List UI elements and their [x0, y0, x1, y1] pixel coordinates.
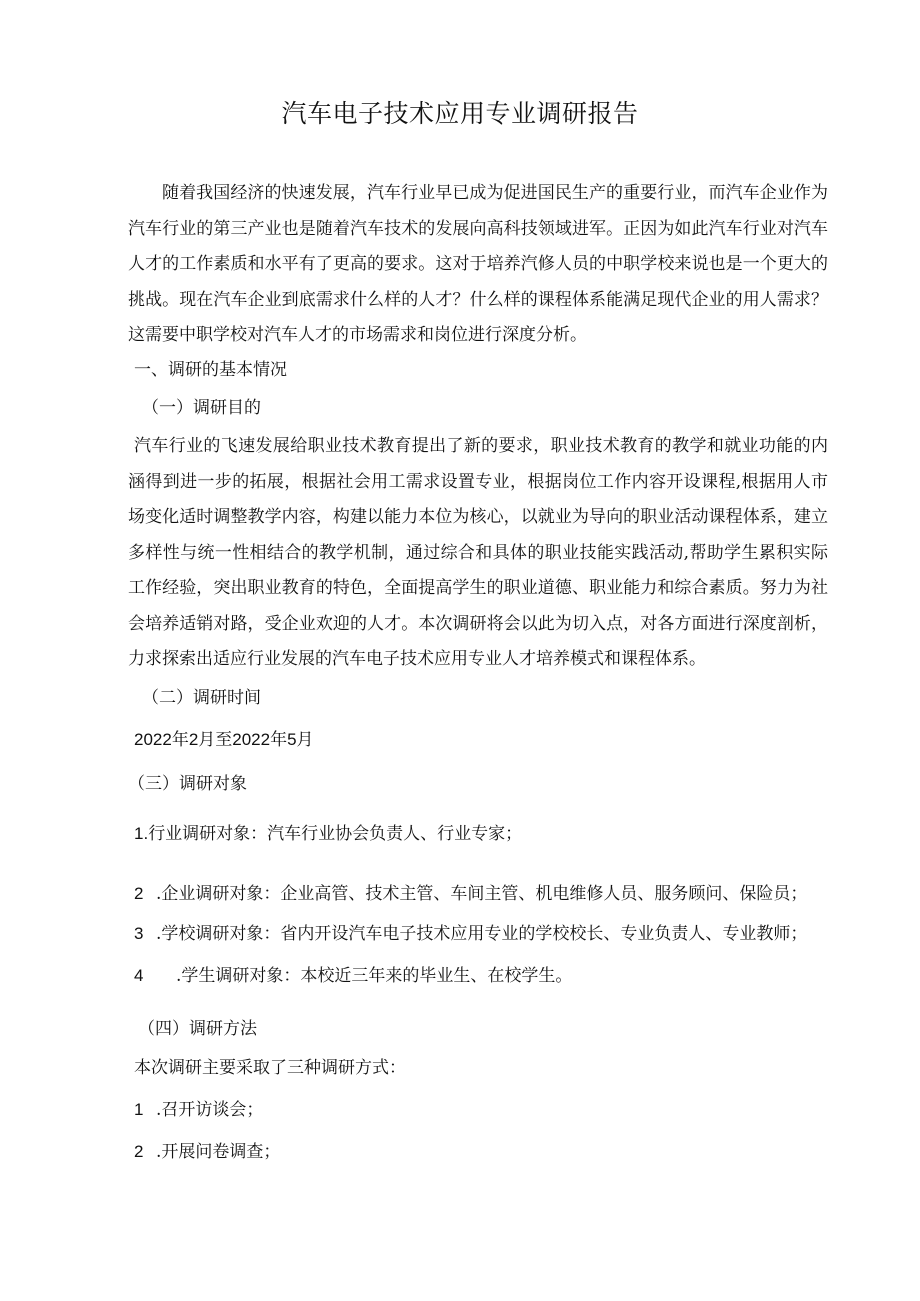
method-text: .召开访谈会； — [156, 1100, 264, 1120]
section1-heading: 一、调研的基本情况 — [134, 360, 287, 380]
sub3-heading: （三）调研对象 — [128, 774, 247, 794]
intro-paragraph: 随着我国经济的快速发展，汽车行业早已成为促进国民生产的重要行业，而汽车企业作为汽车行业的第三产业也是随着汽车技术的发展向高科技领域进军。正因为如此汽车行业对汽车人才的工作素质和水平有了更高的要求。这对于培养汽修人员的中职学校来说也是一个更大的挑战。现在汽车企业到底需求什么样的人才？什么样的课程体系能满足现代企业的用人需求？这需要中职学校对汽车人才的市场需求和岗位进行深度分析。 — [128, 183, 828, 345]
target-number: 3 — [134, 924, 144, 943]
target-text: .学校调研对象：省内开设汽车电子技术应用专业的学校校长、专业负责人、专业教师； — [156, 924, 808, 944]
target-text: .学生调研对象：本校近三年来的毕业生、在校学生。 — [176, 966, 573, 986]
purpose-paragraph: 汽车行业的飞速发展给职业技术教育提出了新的要求，职业技术教育的教学和就业功能的内涵得到进一步的拓展，根据社会用工需求设置专业，根据岗位工作内容开设课程,根据用人市场变化适时调整教学内容，构建以能力本位为核心，以就业为导向的职业活动课程体系，建立多样性与统一性相结合的教学机制，通过综合和具体的职业技能实践活动,帮助学生累积实际工作经验，突出职业教育的特色，全面提高学生的职业道德、职业能力和综合素质。努力为社会培养适销对路，受企业欢迎的人才。本次调研将会以此为切入点，对各方面进行深度剖析，力求探索出适应行业发展的汽车电子技术应用专业人才培养模式和课程体系。 — [128, 436, 828, 669]
methods-intro: 本次调研主要采取了三种调研方式： — [134, 1058, 406, 1078]
target-number: 4 — [134, 966, 144, 985]
method-number: 1 — [134, 1100, 144, 1119]
target-number: 2 — [134, 884, 144, 903]
method-item — [134, 1098, 263, 1122]
target-text: .企业调研对象：企业高管、技术主管、车间主管、机电维修人员、服务顾问、保险员； — [156, 884, 808, 904]
target-item — [134, 822, 522, 846]
document-title: 汽车电子技术应用专业调研报告 — [281, 99, 639, 128]
sub1-heading: （一）调研目的 — [142, 398, 261, 418]
sub4-heading: （四）调研方法 — [138, 1019, 257, 1039]
sub2-heading: （二）调研时间 — [142, 688, 261, 708]
method-text: .开展问卷调查； — [156, 1142, 281, 1162]
survey-period: 2022年2月至2022年5月 — [134, 730, 314, 749]
target-text: 行业调研对象：汽车行业协会负责人、行业专家； — [148, 824, 523, 844]
target-number: 1. — [134, 824, 149, 843]
method-item — [134, 1140, 280, 1164]
target-item — [134, 922, 807, 946]
target-item — [134, 882, 807, 906]
method-number: 2 — [134, 1142, 144, 1161]
target-item — [134, 964, 572, 988]
